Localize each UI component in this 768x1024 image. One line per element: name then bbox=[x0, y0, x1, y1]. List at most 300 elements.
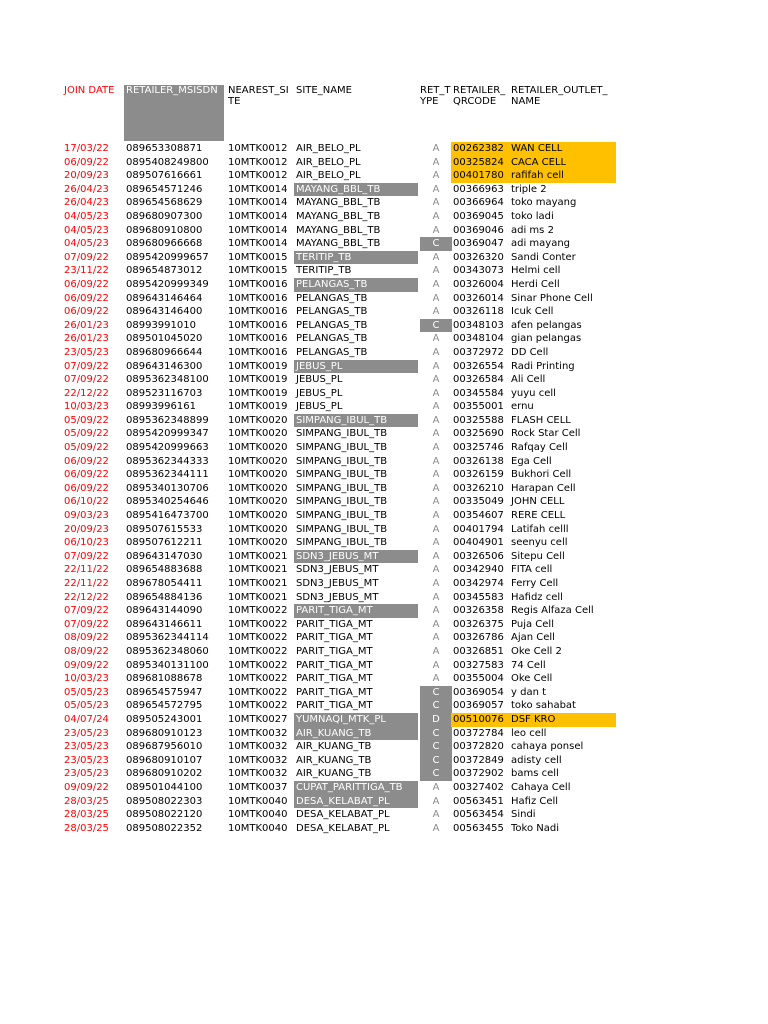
site-name-cell: AIR_KUANG_TB bbox=[296, 768, 372, 780]
nearest-site-cell: 10MTK0014 bbox=[228, 224, 288, 236]
header-retailer-msisdn: RETAILER_MSISDN bbox=[124, 85, 224, 141]
table-row bbox=[0, 495, 768, 509]
table-row bbox=[0, 427, 768, 441]
join-date-cell: 06/09/22 bbox=[64, 278, 109, 290]
nearest-site-cell: 10MTK0021 bbox=[228, 564, 288, 576]
nearest-site-cell: 10MTK0022 bbox=[228, 673, 288, 685]
retailer-qrcode-cell: 00372972 bbox=[453, 346, 504, 358]
site-name-cell: YUMNAQI_MTK_PL bbox=[294, 713, 418, 727]
header-retailer-outlet-name: RETAILER_OUTLET_ NAME bbox=[511, 85, 608, 107]
join-date-cell: 04/05/23 bbox=[64, 238, 109, 250]
site-name-cell: PARIT_TIGA_MT bbox=[294, 604, 418, 618]
retailer-msisdn-cell: 089654575947 bbox=[126, 686, 203, 698]
retailer-qrcode-cell: 00345584 bbox=[453, 387, 504, 399]
retailer-outlet-name-cell: cahaya ponsel bbox=[511, 741, 584, 753]
retailer-msisdn-cell: 0895362344114 bbox=[126, 632, 209, 644]
retailer-qrcode-cell: 00372849 bbox=[453, 754, 504, 766]
ret-type-cell: D bbox=[420, 713, 452, 727]
nearest-site-cell: 10MTK0021 bbox=[228, 591, 288, 603]
nearest-site-cell: 10MTK0022 bbox=[228, 700, 288, 712]
site-name-cell: AIR_KUANG_TB bbox=[294, 727, 418, 741]
retailer-qrcode-cell: 00366963 bbox=[453, 183, 504, 195]
table-row bbox=[0, 373, 768, 387]
table-row bbox=[0, 292, 768, 306]
join-date-cell: 17/03/22 bbox=[64, 143, 109, 154]
table-row bbox=[0, 332, 768, 346]
join-date-cell: 10/03/23 bbox=[64, 401, 109, 413]
retailer-qrcode-cell: 00326506 bbox=[453, 550, 504, 562]
retailer-outlet-name-cell: JOHN CELL bbox=[511, 496, 565, 508]
nearest-site-cell: 10MTK0022 bbox=[228, 686, 288, 698]
table-row bbox=[0, 251, 768, 265]
retailer-qrcode-cell: 00563454 bbox=[453, 809, 504, 821]
ret-type-cell: A bbox=[432, 401, 440, 413]
retailer-qrcode-cell: 00342940 bbox=[453, 564, 504, 576]
nearest-site-cell: 10MTK0027 bbox=[228, 713, 288, 725]
table-row bbox=[0, 455, 768, 469]
table-row bbox=[0, 319, 768, 333]
table-row bbox=[0, 767, 768, 781]
table-row bbox=[0, 699, 768, 713]
join-date-cell: 07/09/22 bbox=[64, 251, 109, 263]
ret-type-cell: A bbox=[432, 550, 440, 562]
nearest-site-cell: 10MTK0012 bbox=[228, 156, 288, 168]
retailer-outlet-name-cell: adi ms 2 bbox=[511, 224, 554, 236]
ret-type-cell: C bbox=[420, 699, 452, 713]
header-nearest-site: NEAREST_SI TE bbox=[228, 85, 289, 107]
retailer-msisdn-cell: 0895362344111 bbox=[126, 469, 209, 481]
site-name-cell: PELANGAS_TB bbox=[296, 306, 368, 318]
nearest-site-cell: 10MTK0022 bbox=[228, 632, 288, 644]
site-name-cell: JEBUS_PL bbox=[296, 374, 343, 386]
retailer-msisdn-cell: 089505243001 bbox=[126, 713, 203, 725]
retailer-msisdn-cell: 089508022120 bbox=[126, 809, 203, 821]
site-name-cell: PELANGAS_TB bbox=[296, 292, 368, 304]
ret-type-cell: A bbox=[432, 537, 440, 549]
join-date-cell: 09/03/23 bbox=[64, 510, 109, 522]
site-name-cell: JEBUS_PL bbox=[296, 401, 343, 413]
retailer-outlet-name-cell: toko sahabat bbox=[511, 700, 576, 712]
join-date-cell: 05/09/22 bbox=[64, 414, 109, 426]
ret-type-cell: A bbox=[432, 455, 440, 467]
join-date-cell: 22/11/22 bbox=[64, 578, 109, 589]
retailer-outlet-name-cell: Cahaya Cell bbox=[511, 781, 571, 793]
ret-type-cell: C bbox=[420, 754, 452, 768]
nearest-site-cell: 10MTK0037 bbox=[228, 781, 288, 793]
retailer-qrcode-cell: 00404901 bbox=[453, 537, 504, 549]
nearest-site-cell: 10MTK0019 bbox=[228, 387, 288, 399]
join-date-cell: 22/12/22 bbox=[64, 591, 109, 603]
retailer-qrcode-cell: 00326118 bbox=[453, 306, 504, 318]
retailer-msisdn-cell: 0895362348899 bbox=[126, 414, 209, 426]
site-name-cell: AIR_KUANG_TB bbox=[296, 741, 372, 753]
ret-type-cell: A bbox=[432, 210, 440, 222]
join-date-cell: 10/03/23 bbox=[64, 673, 109, 685]
site-name-cell: SIMPANG_IBUL_TB bbox=[296, 455, 388, 467]
retailer-outlet-name-cell: leo cell bbox=[511, 727, 547, 739]
retailer-msisdn-cell: 0895408249800 bbox=[126, 156, 209, 168]
retailer-msisdn-cell: 089654873012 bbox=[126, 265, 203, 277]
retailer-qrcode-cell: 00326320 bbox=[453, 251, 504, 263]
join-date-cell: 04/07/24 bbox=[64, 713, 109, 725]
retailer-msisdn-cell: 089680910800 bbox=[126, 224, 203, 236]
nearest-site-cell: 10MTK0015 bbox=[228, 265, 288, 277]
retailer-outlet-name-cell: y dan t bbox=[511, 686, 547, 698]
table-row bbox=[0, 387, 768, 401]
ret-type-cell: C bbox=[420, 319, 452, 333]
nearest-site-cell: 10MTK0016 bbox=[228, 346, 288, 358]
table-row bbox=[0, 183, 768, 197]
nearest-site-cell: 10MTK0016 bbox=[228, 306, 288, 318]
retailer-qrcode-cell: 00326014 bbox=[453, 292, 504, 304]
ret-type-cell: A bbox=[432, 618, 440, 630]
retailer-outlet-name-cell: Icuk Cell bbox=[511, 306, 554, 318]
join-date-cell: 09/09/22 bbox=[64, 659, 109, 671]
retailer-outlet-name-cell: Toko Nadi bbox=[511, 822, 559, 834]
site-name-cell: PARIT_TIGA_MT bbox=[296, 659, 373, 671]
join-date-cell: 07/09/22 bbox=[64, 605, 109, 617]
retailer-msisdn-cell: 089680966644 bbox=[126, 346, 203, 358]
table-row bbox=[0, 468, 768, 482]
retailer-outlet-name-cell: Oke Cell bbox=[511, 673, 553, 685]
site-name-cell: JEBUS_PL bbox=[296, 387, 343, 399]
retailer-qrcode-cell: 00326786 bbox=[453, 632, 504, 644]
retailer-msisdn-cell: 089507612211 bbox=[126, 537, 203, 549]
ret-type-cell: A bbox=[432, 278, 440, 290]
retailer-outlet-name-cell: Puja Cell bbox=[511, 618, 554, 630]
ret-type-cell: A bbox=[432, 591, 440, 603]
nearest-site-cell: 10MTK0020 bbox=[228, 537, 288, 549]
ret-type-cell: C bbox=[420, 686, 452, 700]
retailer-qrcode-cell: 00345583 bbox=[453, 591, 504, 603]
retailer-outlet-name-cell: Hafiz Cell bbox=[511, 795, 559, 807]
site-name-cell: JEBUS_PL bbox=[294, 360, 418, 374]
join-date-cell: 04/05/23 bbox=[64, 224, 109, 236]
retailer-msisdn-cell: 089508022352 bbox=[126, 822, 203, 834]
site-name-cell: SIMPANG_IBUL_TB bbox=[296, 523, 388, 535]
nearest-site-cell: 10MTK0016 bbox=[228, 278, 288, 290]
table-row bbox=[0, 618, 768, 632]
header-ret-type: RET_T YPE bbox=[420, 85, 451, 107]
retailer-outlet-name-cell: Bukhori Cell bbox=[511, 469, 572, 481]
retailer-outlet-name-cell: adisty cell bbox=[511, 754, 562, 766]
retailer-qrcode-cell: 00325690 bbox=[453, 428, 504, 440]
retailer-outlet-name-cell: adi mayang bbox=[511, 238, 571, 250]
join-date-cell: 05/05/23 bbox=[64, 686, 109, 698]
data-rows bbox=[0, 142, 768, 835]
retailer-msisdn-cell: 089654572795 bbox=[126, 700, 203, 712]
retailer-outlet-name-cell: yuyu cell bbox=[511, 387, 556, 399]
site-name-cell: TERITIP_TB bbox=[296, 265, 352, 277]
ret-type-cell: A bbox=[432, 822, 440, 834]
retailer-outlet-name-cell: Helmi cell bbox=[511, 265, 561, 277]
retailer-msisdn-cell: 089680907300 bbox=[126, 210, 203, 222]
retailer-qrcode-cell: 00326159 bbox=[453, 469, 504, 481]
table-row bbox=[0, 795, 768, 809]
retailer-msisdn-cell: 089523116703 bbox=[126, 387, 203, 399]
site-name-cell: SIMPANG_IBUL_TB bbox=[296, 442, 388, 454]
join-date-cell: 28/03/25 bbox=[64, 822, 109, 834]
retailer-outlet-name-cell: Sinar Phone Cell bbox=[511, 292, 593, 304]
retailer-msisdn-cell: 0895340130706 bbox=[126, 482, 209, 494]
table-row bbox=[0, 482, 768, 496]
retailer-qrcode-cell: 00366964 bbox=[453, 197, 504, 209]
site-name-cell: PELANGAS_TB bbox=[296, 319, 368, 331]
site-name-cell: SDN3_JEBUS_MT bbox=[296, 564, 379, 576]
nearest-site-cell: 10MTK0014 bbox=[228, 197, 288, 209]
nearest-site-cell: 10MTK0032 bbox=[228, 754, 288, 766]
join-date-cell: 06/10/22 bbox=[64, 496, 109, 508]
nearest-site-cell: 10MTK0019 bbox=[228, 374, 288, 386]
nearest-site-cell: 10MTK0012 bbox=[228, 143, 288, 154]
table-row bbox=[0, 645, 768, 659]
table-row bbox=[0, 550, 768, 564]
retailer-msisdn-cell: 089678054411 bbox=[126, 578, 203, 589]
table-row bbox=[0, 563, 768, 577]
ret-type-cell: A bbox=[432, 781, 440, 793]
retailer-qrcode-cell: 00348104 bbox=[453, 333, 504, 345]
ret-type-cell: A bbox=[432, 645, 440, 657]
retailer-outlet-name-cell: Sandi Conter bbox=[511, 251, 576, 263]
nearest-site-cell: 10MTK0022 bbox=[228, 605, 288, 617]
site-name-cell: PELANGAS_TB bbox=[296, 333, 368, 345]
table-row bbox=[0, 278, 768, 292]
retailer-msisdn-cell: 089507616661 bbox=[126, 170, 203, 182]
table-row bbox=[0, 631, 768, 645]
retailer-outlet-name-cell: ernu bbox=[511, 401, 534, 413]
table-row bbox=[0, 536, 768, 550]
join-date-cell: 06/09/22 bbox=[64, 469, 109, 481]
nearest-site-cell: 10MTK0032 bbox=[228, 741, 288, 753]
header-retailer-qrcode: RETAILER_ QRCODE bbox=[453, 85, 506, 107]
ret-type-cell: A bbox=[432, 360, 440, 372]
ret-type-cell: C bbox=[420, 767, 452, 781]
retailer-msisdn-cell: 0895340131100 bbox=[126, 659, 209, 671]
retailer-qrcode-cell: 00262382 bbox=[451, 142, 508, 156]
table-row bbox=[0, 808, 768, 822]
retailer-qrcode-cell: 00369046 bbox=[453, 224, 504, 236]
nearest-site-cell: 10MTK0019 bbox=[228, 401, 288, 413]
retailer-qrcode-cell: 00401780 bbox=[451, 169, 508, 183]
retailer-outlet-name-cell: rafifah cell bbox=[508, 169, 616, 183]
retailer-msisdn-cell: 089680910123 bbox=[126, 727, 203, 739]
ret-type-cell: A bbox=[432, 578, 440, 589]
retailer-msisdn-cell: 0895420999349 bbox=[126, 278, 209, 290]
join-date-cell: 23/05/23 bbox=[64, 768, 109, 780]
ret-type-cell: C bbox=[420, 727, 452, 741]
table-row bbox=[0, 237, 768, 251]
ret-type-cell: A bbox=[432, 414, 440, 426]
retailer-msisdn-cell: 089654571246 bbox=[126, 183, 203, 195]
ret-type-cell: A bbox=[432, 251, 440, 263]
site-name-cell: MAYANG_BBL_TB bbox=[296, 210, 381, 222]
ret-type-cell: A bbox=[432, 496, 440, 508]
join-date-cell: 06/10/23 bbox=[64, 537, 109, 549]
ret-type-cell: A bbox=[432, 795, 440, 807]
retailer-qrcode-cell: 00372902 bbox=[453, 768, 504, 780]
nearest-site-cell: 10MTK0032 bbox=[228, 768, 288, 780]
table-row bbox=[0, 523, 768, 537]
nearest-site-cell: 10MTK0016 bbox=[228, 333, 288, 345]
retailer-msisdn-cell: 089501045020 bbox=[126, 333, 203, 345]
table-row bbox=[0, 305, 768, 319]
retailer-qrcode-cell: 00326851 bbox=[453, 645, 504, 657]
table-row bbox=[0, 264, 768, 278]
ret-type-cell: A bbox=[432, 224, 440, 236]
table-row bbox=[0, 346, 768, 360]
site-name-cell: SIMPANG_IBUL_TB bbox=[296, 469, 388, 481]
retailer-qrcode-cell: 00401794 bbox=[453, 523, 504, 535]
table-row bbox=[0, 156, 768, 170]
site-name-cell: SIMPANG_IBUL_TB bbox=[296, 428, 388, 440]
retailer-outlet-name-cell: Oke Cell 2 bbox=[511, 645, 562, 657]
join-date-cell: 05/05/23 bbox=[64, 700, 109, 712]
site-name-cell: DESA_KELABAT_PL bbox=[294, 795, 418, 809]
retailer-msisdn-cell: 08993991010 bbox=[126, 319, 196, 331]
retailer-qrcode-cell: 00369045 bbox=[453, 210, 504, 222]
table-row bbox=[0, 400, 768, 414]
table-row bbox=[0, 740, 768, 754]
join-date-cell: 28/03/25 bbox=[64, 809, 109, 821]
join-date-cell: 23/11/22 bbox=[64, 265, 109, 277]
retailer-outlet-name-cell: Herdi Cell bbox=[511, 278, 560, 290]
nearest-site-cell: 10MTK0020 bbox=[228, 496, 288, 508]
join-date-cell: 26/04/23 bbox=[64, 183, 109, 195]
retailer-qrcode-cell: 00563451 bbox=[453, 795, 504, 807]
site-name-cell: SDN3_JEBUS_MT bbox=[294, 550, 418, 564]
retailer-qrcode-cell: 00348103 bbox=[453, 319, 504, 331]
table-row bbox=[0, 210, 768, 224]
join-date-cell: 06/09/22 bbox=[64, 306, 109, 318]
table-row bbox=[0, 754, 768, 768]
header-join-date: JOIN DATE bbox=[64, 85, 115, 96]
retailer-qrcode-cell: 00369054 bbox=[453, 686, 504, 698]
site-name-cell: CUPAT_PARITTIGA_TB bbox=[294, 781, 418, 795]
retailer-msisdn-cell: 089501044100 bbox=[126, 781, 203, 793]
table-row bbox=[0, 591, 768, 605]
join-date-cell: 09/09/22 bbox=[64, 781, 109, 793]
site-name-cell: DESA_KELABAT_PL bbox=[296, 809, 390, 821]
retailer-outlet-name-cell: toko mayang bbox=[511, 197, 577, 209]
join-date-cell: 23/05/23 bbox=[64, 754, 109, 766]
join-date-cell: 26/04/23 bbox=[64, 197, 109, 209]
retailer-outlet-name-cell: FITA cell bbox=[511, 564, 553, 576]
nearest-site-cell: 10MTK0021 bbox=[228, 550, 288, 562]
ret-type-cell: A bbox=[432, 387, 440, 399]
nearest-site-cell: 10MTK0022 bbox=[228, 659, 288, 671]
nearest-site-cell: 10MTK0032 bbox=[228, 727, 288, 739]
nearest-site-cell: 10MTK0020 bbox=[228, 482, 288, 494]
site-name-cell: MAYANG_BBL_TB bbox=[296, 224, 381, 236]
ret-type-cell: A bbox=[432, 564, 440, 576]
table-row bbox=[0, 196, 768, 210]
retailer-outlet-name-cell: WAN CELL bbox=[508, 142, 616, 156]
retailer-qrcode-cell: 00325588 bbox=[453, 414, 504, 426]
retailer-msisdn-cell: 089507615533 bbox=[126, 523, 203, 535]
retailer-outlet-name-cell: Ajan Cell bbox=[511, 632, 555, 644]
site-name-cell: PELANGAS_TB bbox=[296, 346, 368, 358]
site-name-cell: SIMPANG_IBUL_TB bbox=[296, 537, 388, 549]
retailer-qrcode-cell: 00326358 bbox=[453, 605, 504, 617]
retailer-qrcode-cell: 00326375 bbox=[453, 618, 504, 630]
retailer-outlet-name-cell: Sitepu Cell bbox=[511, 550, 565, 562]
retailer-msisdn-cell: 089508022303 bbox=[126, 795, 203, 807]
retailer-msisdn-cell: 089654568629 bbox=[126, 197, 203, 209]
site-name-cell: SDN3_JEBUS_MT bbox=[296, 591, 379, 603]
table-row bbox=[0, 686, 768, 700]
retailer-msisdn-cell: 0895362344333 bbox=[126, 455, 209, 467]
join-date-cell: 05/09/22 bbox=[64, 442, 109, 454]
join-date-cell: 22/12/22 bbox=[64, 387, 109, 399]
retailer-qrcode-cell: 00327583 bbox=[453, 659, 504, 671]
nearest-site-cell: 10MTK0020 bbox=[228, 414, 288, 426]
retailer-qrcode-cell: 00326004 bbox=[453, 278, 504, 290]
nearest-site-cell: 10MTK0014 bbox=[228, 183, 288, 195]
retailer-msisdn-cell: 089680910202 bbox=[126, 768, 203, 780]
nearest-site-cell: 10MTK0016 bbox=[228, 319, 288, 331]
table-row bbox=[0, 822, 768, 836]
join-date-cell: 08/09/22 bbox=[64, 632, 109, 644]
retailer-msisdn-cell: 0895420999663 bbox=[126, 442, 209, 454]
site-name-cell: PARIT_TIGA_MT bbox=[296, 618, 373, 630]
join-date-cell: 22/11/22 bbox=[64, 564, 109, 576]
site-name-cell: AIR_BELO_PL bbox=[296, 156, 361, 168]
ret-type-cell: A bbox=[432, 306, 440, 318]
header-site-name: SITE_NAME bbox=[296, 85, 352, 96]
site-name-cell: PARIT_TIGA_MT bbox=[296, 645, 373, 657]
nearest-site-cell: 10MTK0020 bbox=[228, 469, 288, 481]
retailer-msisdn-cell: 089653308871 bbox=[126, 143, 203, 154]
join-date-cell: 23/05/23 bbox=[64, 727, 109, 739]
retailer-outlet-name-cell: Latifah celll bbox=[511, 523, 569, 535]
retailer-msisdn-cell: 089643146300 bbox=[126, 360, 203, 372]
retailer-msisdn-cell: 0895362348100 bbox=[126, 374, 209, 386]
nearest-site-cell: 10MTK0020 bbox=[228, 510, 288, 522]
join-date-cell: 06/09/22 bbox=[64, 482, 109, 494]
retailer-outlet-name-cell: DD Cell bbox=[511, 346, 549, 358]
table-row bbox=[0, 727, 768, 741]
join-date-cell: 07/09/22 bbox=[64, 618, 109, 630]
retailer-msisdn-cell: 089680966668 bbox=[126, 238, 203, 250]
ret-type-cell: A bbox=[432, 523, 440, 535]
site-name-cell: PARIT_TIGA_MT bbox=[296, 673, 373, 685]
nearest-site-cell: 10MTK0021 bbox=[228, 578, 288, 589]
site-name-cell: SDN3_JEBUS_MT bbox=[296, 578, 379, 589]
ret-type-cell: A bbox=[432, 265, 440, 277]
table-row bbox=[0, 713, 768, 727]
retailer-outlet-name-cell: toko ladi bbox=[511, 210, 554, 222]
retailer-qrcode-cell: 00369047 bbox=[453, 238, 504, 250]
join-date-cell: 23/05/23 bbox=[64, 346, 109, 358]
table-row bbox=[0, 781, 768, 795]
retailer-qrcode-cell: 00372820 bbox=[453, 741, 504, 753]
retailer-outlet-name-cell: Ali Cell bbox=[511, 374, 546, 386]
join-date-cell: 26/01/23 bbox=[64, 319, 109, 331]
site-name-cell: MAYANG_BBL_TB bbox=[296, 238, 381, 250]
table-row bbox=[0, 509, 768, 523]
join-date-cell: 28/03/25 bbox=[64, 795, 109, 807]
site-name-cell: PARIT_TIGA_MT bbox=[296, 686, 373, 698]
join-date-cell: 26/01/23 bbox=[64, 333, 109, 345]
nearest-site-cell: 10MTK0015 bbox=[228, 251, 288, 263]
retailer-msisdn-cell: 0895420999657 bbox=[126, 251, 209, 263]
site-name-cell: PARIT_TIGA_MT bbox=[296, 700, 373, 712]
ret-type-cell: A bbox=[432, 510, 440, 522]
ret-type-cell: A bbox=[432, 482, 440, 494]
retailer-outlet-name-cell: Hafidz cell bbox=[511, 591, 563, 603]
ret-type-cell: A bbox=[432, 659, 440, 671]
table-row bbox=[0, 672, 768, 686]
